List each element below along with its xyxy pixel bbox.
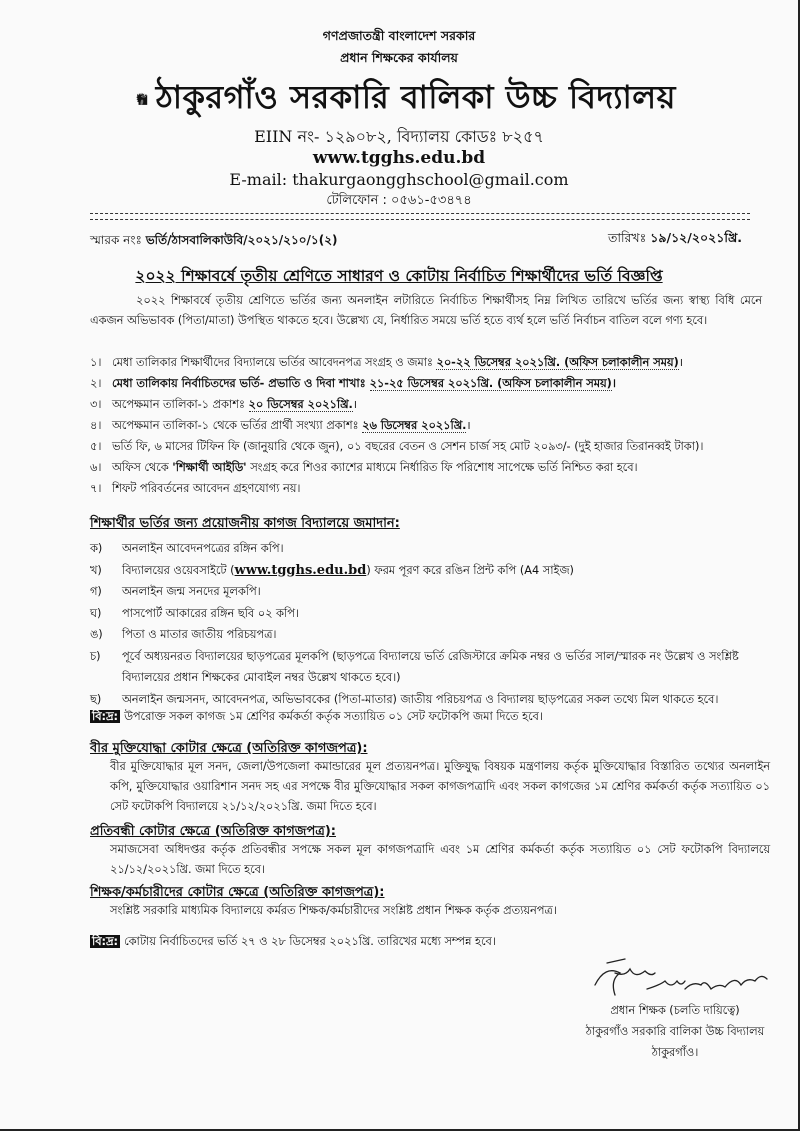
school-logo-icon (136, 74, 148, 124)
item-highlight: ২০ ডিসেম্বর ২০২১খ্রি. (248, 398, 353, 411)
office-name: প্রধান শিক্ষকের কার্যালয় (340, 50, 458, 65)
item-text-before: বিদ্যালয়ের ওয়েবসাইটে ( (122, 563, 235, 577)
item-text: মেধা তালিকায় নির্বাচিতদের ভর্তি- প্রভাতি ও দিবা শাখাঃ (112, 377, 370, 390)
item-letter: গ) (90, 585, 102, 598)
note-text: কোটায় নির্বাচিতদের ভর্তি ২৭ ও ২৮ ডিসেম্বর ২০২১খ্রি. তারিখের মধ্যে সম্পন্ন হবে। (124, 935, 496, 948)
item-text: ) ফরম পূরণ করে রঙিন প্রিন্ট কপি (A4 সাইজ) (366, 563, 574, 577)
schedule-list (90, 352, 770, 499)
item-number: ৭। (90, 482, 102, 495)
document-item (90, 646, 770, 689)
item-tail: । (611, 377, 616, 390)
signatory-designation: প্রধান শিক্ষক (চলতি দায়িত্বে) (610, 1004, 740, 1017)
phone-number: টেলিফোন : ০৫৬১-৫৩৪৭৪ (326, 193, 472, 208)
item-letter: ক) (90, 542, 103, 555)
document-item (90, 603, 770, 625)
documents-heading: শিক্ষার্থীর ভর্তির জন্য প্রয়োজনীয় কাগজ বিদ্যালয়ে জমাদান: (90, 516, 400, 531)
disability-heading: প্রতিবন্ধী কোটার ক্ষেত্রে (অতিরিক্ত কাগজপত্র): (90, 824, 336, 839)
freedom-fighter-heading: বীর মুক্তিযোদ্ধা কোটার ক্ষেত্রে (অতিরিক্ত কাগজপত্র): (90, 741, 368, 756)
item-tail: । (352, 398, 358, 411)
signatory-location: ঠাকুরগাঁও। (651, 1046, 699, 1059)
school-header (136, 74, 676, 124)
item-text: অপেক্ষমান তালিকা-১ থেকে ভর্তির প্রার্থী সংখ্যা প্রকাশঃ (112, 419, 363, 432)
item-text-before: অফিস থেকে (112, 461, 173, 474)
item-tail: । (466, 419, 471, 432)
document-item (90, 538, 770, 560)
document-item (90, 624, 770, 646)
final-note (90, 933, 770, 952)
disability-text: সমাজসেবা অধিদপ্তর কর্তৃক প্রতিবন্ধীর সপক্ষে সকল মূল কাগজপত্রাদি এবং ১ম শ্রেণির কর্মকর্তা কর্তৃক সত্যায়িত ০১ সেট ফটোকপি বিদ্যালয়ে ২১/১২/২০২১খ্রি. জমা দিতে হবে। (110, 843, 770, 876)
staff-text: সংশ্লিষ্ট সরকারি মাধ্যমিক বিদ্যালয়ে কর্মরত শিক্ষক/কর্মচারীদের সংশ্লিষ্ট প্রধান শিক্ষক কর্তৃক প্রত্যয়নপত্র। (110, 904, 557, 917)
schedule-item (90, 352, 770, 373)
student-id-label: 'শিক্ষার্থী আইডি' (172, 461, 247, 474)
schedule-item (90, 394, 770, 415)
school-name: ঠাকুরগাঁও সরকারি বালিকা উচ্চ বিদ্যালয় (155, 78, 676, 116)
item-text: শিফট পরিবর্তনের আবেদন গ্রহণযোগ্য নয়। (112, 482, 301, 495)
notice-title: ২০২২ শিক্ষাবর্ষে তৃতীয় শ্রেণিতে সাধারণ ও কোটায় নির্বাচিত শিক্ষার্থীদের ভর্তি বিজ্ঞপ্তি (135, 267, 663, 285)
schedule-item (90, 415, 770, 436)
item-letter: ঙ) (90, 628, 103, 641)
eiin-line: EIIN নং- ১২৯০৮২, বিদ্যালয় কোডঃ ৮২৫৭ (254, 127, 544, 146)
website-inline-link[interactable]: www.tgghs.edu.bd (234, 562, 367, 578)
item-number: ৫। (90, 440, 102, 453)
memo-number (90, 232, 337, 252)
intro-paragraph: ২০২২ শিক্ষাবর্ষে তৃতীয় শ্রেণিতে ভর্তির জন্য অনলাইন লটারিতে নির্বাচিত শিক্ষার্থীসহ নিম্ন লিখিত তারিখে ভর্তির জন্য স্বাস্থ্য বিধি মেনে একজন অভিভাবক (পিতা/মাতা) উপস্থিত থাকতে হবে। উল্লেখ্য যে, নির্ধারিত সময়ে ভর্তি হতে ব্যর্থ হলে ভর্তি নির্বাচন বাতিল বলে গণ্য হবে। (90, 294, 762, 327)
item-tail: । (678, 356, 684, 369)
schedule-item (90, 478, 770, 499)
document-item (90, 560, 770, 582)
item-letter: ঘ) (90, 606, 102, 620)
item-text: পূর্বে অধ্যয়নরত বিদ্যালয়ের ছাড়পত্রের মূলকপি (ছাড়পত্রে বিদ্যালয়ে ভর্তি রেজিস্টারে ক্রমিক নম্বর ও ভর্তির সাল/স্মারক নং উল্লেখ ও সংশ্লিষ্ট বিদ্যালয়ের প্রধান শিক্ষকের মোবাইল নম্বর উল্লেখ থাকতে হবে।) (122, 649, 739, 684)
note-badge: বি:দ্র: (92, 935, 119, 948)
document-item (90, 689, 770, 711)
email-address[interactable]: E-mail: thakurgaongghschool@gmail.com (229, 170, 569, 189)
item-text: অপেক্ষমান তালিকা-১ প্রকাশঃ (112, 398, 249, 411)
website-link[interactable]: www.tgghs.edu.bd (312, 148, 486, 168)
item-highlight: ২০-২২ ডিসেম্বর ২০২১খ্রি. (অফিস চলাকালীন সময়) (436, 356, 679, 369)
item-letter: চ) (90, 649, 101, 663)
memo-value: ভর্তি/ঠাসবালিকাউবি/২০২১/২১০/১(২) (145, 233, 338, 247)
schedule-item (90, 436, 770, 457)
item-text: মেধা তালিকার শিক্ষার্থীদের বিদ্যালয়ে ভর্তির আবেদনপত্র সংগ্রহ ও জমাঃ (112, 356, 437, 369)
signature-icon (585, 955, 775, 1005)
item-number: ৩। (90, 398, 102, 411)
item-number: ৬। (90, 461, 102, 474)
item-text: ভর্তি ফি, ৬ মাসের টিফিন ফি (জানুয়ারি থেকে জুন), ০১ বছরের বেতন ও সেশন চার্জ সহ মোট ২০৯৩/- (দুই হাজার তিরানব্বই টাকা)। (112, 440, 704, 453)
item-text: পাসপোর্ট আকারের রঙ্গিন ছবি ০২ কপি। (122, 606, 299, 620)
item-number: ২। (90, 377, 102, 390)
document-item (90, 581, 770, 603)
date-label: তারিখঃ (607, 230, 647, 245)
item-text: অনলাইন আবেদনপত্রের রঙ্গিন কপি। (122, 542, 284, 555)
item-letter: ছ) (90, 692, 102, 706)
note-text: উপরোক্ত সকল কাগজ ১ম শ্রেণির কর্মকর্তা কর্তৃক সত্যায়িত ০১ সেট ফটোকপি জমা দিতে হবে। (124, 710, 543, 723)
date-value: ১৯/১২/২০২১খ্রি. (650, 230, 742, 245)
freedom-fighter-text: বীর মুক্তিযোদ্ধার মূল সনদ, জেলা/উপজেলা কমান্ডারের মূল প্রত্যয়নপত্র। মুক্তিযুদ্ধ বিষয়ক মন্ত্রণালয় কর্তৃক মুক্তিযোদ্ধার বিস্তারিত তথ্যের অনলাইন কপি, মুক্তিযোদ্ধার ওয়ারিশান সনদ সহ এর সপক্ষে বীর মুক্তিযোদ্ধার সকল কাগজপত্রাদি এবং সকল কাগজের ১ম শ্রেণির কর্মকর্তা কর্তৃক সত্যায়িত ০১ সেট ফটোকপি বিদ্যালয়ে ২১/১২/২০২১খ্রি. জমা দিতে হবে। (110, 760, 770, 813)
item-text: পিতা ও মাতার জাতীয় পরিচয়পত্র। (122, 628, 277, 641)
staff-heading: শিক্ষক/কর্মচারীদের কোটার ক্ষেত্রে (অতিরিক্ত কাগজপত্র): (90, 885, 385, 900)
documents-note (90, 708, 770, 727)
signatory-school: ঠাকুরগাঁও সরকারি বালিকা উচ্চ বিদ্যালয় (585, 1025, 765, 1038)
schedule-item (90, 373, 770, 394)
note-badge: বি:দ্র: (92, 710, 119, 723)
item-letter: খ) (90, 563, 102, 577)
header-divider (90, 213, 750, 220)
item-highlight: ২১-২৫ ডিসেম্বর ২০২১খ্রি. (অফিস চলাকালীন সময়) (369, 377, 612, 390)
signature-block (560, 1000, 790, 1063)
item-number: ১। (90, 356, 102, 369)
documents-list (90, 538, 770, 710)
item-number: ৪। (90, 419, 102, 432)
memo-label: স্মারক নংঃ (90, 233, 142, 247)
government-name: গণপ্রজাতন্ত্রী বাংলাদেশ সরকার (322, 28, 476, 43)
item-text: অনলাইন জন্ম সনদের মূলকপি। (122, 585, 261, 598)
notice-date (608, 230, 742, 250)
schedule-item (90, 457, 770, 478)
item-text: সংগ্রহ করে শিওর ক্যাশের মাধ্যমে নির্ধারিত ফি পরিশোধ সাপেক্ষে ভর্তি নিশ্চিত করা হবে। (246, 461, 638, 474)
item-text: অনলাইন জন্মসনদ, আবেদনপত্র, অভিভাবকের (পিতা-মাতার) জাতীয় পরিচয়পত্র ও বিদ্যালয় ছাড়পত্রের সকল তথ্যে মিল থাকতে হবে। (122, 692, 719, 706)
item-highlight: ২৬ ডিসেম্বর ২০২১খ্রি. (362, 419, 467, 432)
